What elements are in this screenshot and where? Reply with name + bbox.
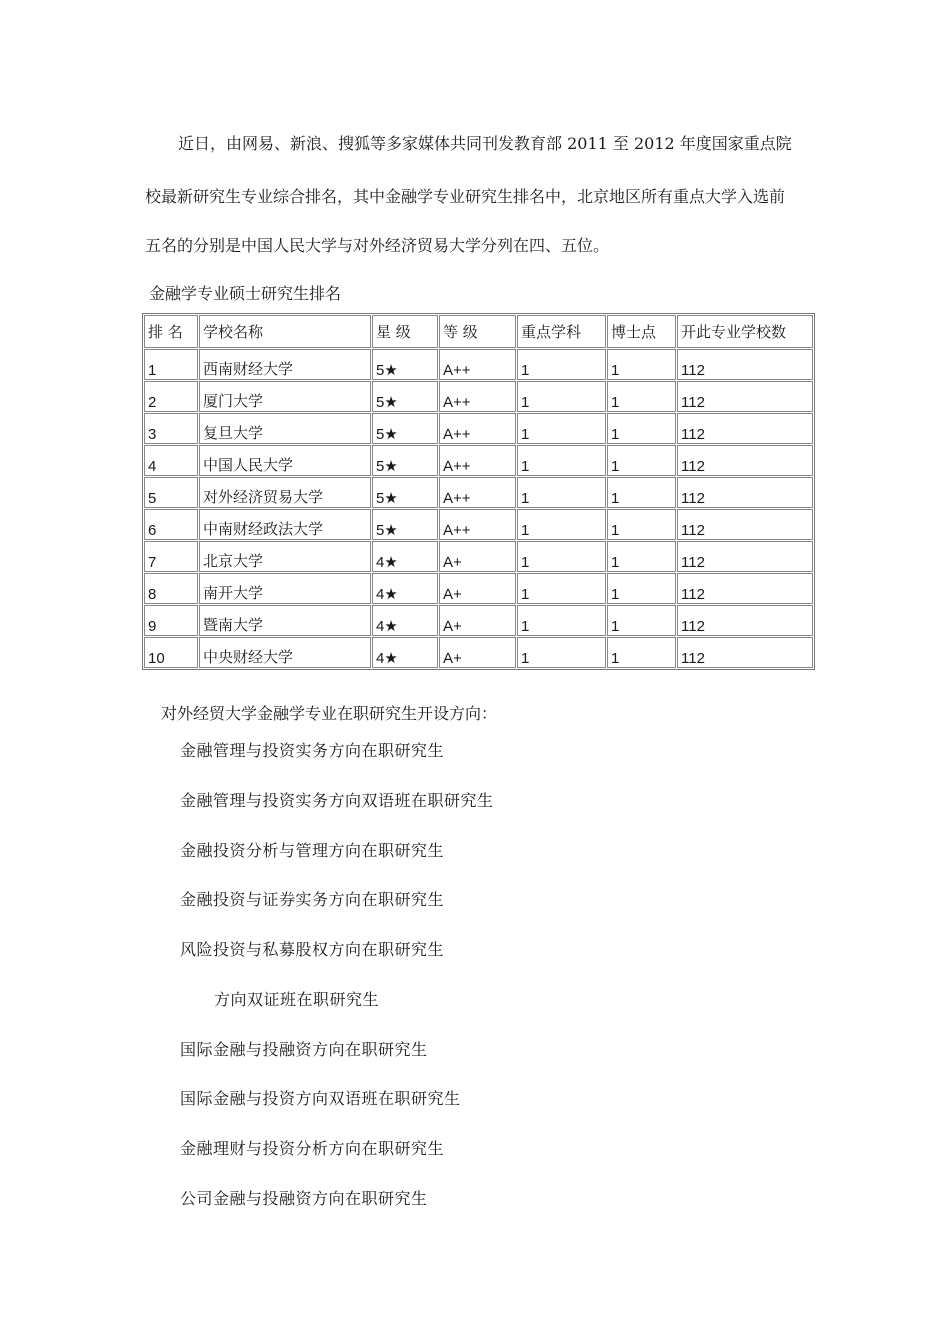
cell-doctoral-program: 1 [607,381,676,412]
cell-stars: 5★ [372,509,438,540]
table-row [144,541,813,572]
cell-stars: 4★ [372,605,438,636]
cell-school: 中国人民大学 [199,445,371,476]
cell-rank: 1 [144,349,198,380]
cell-rank: 9 [144,605,198,636]
cell-doctoral-program: 1 [607,573,676,604]
cell-school-count: 112 [677,381,813,412]
cell-rank: 4 [144,445,198,476]
cell-stars: 5★ [372,349,438,380]
cell-rank: 5 [144,477,198,508]
cell-school: 南开大学 [199,573,371,604]
cell-school-count: 112 [677,605,813,636]
intro-line-3: 五名的分别是中国人民大学与对外经济贸易大学分列在四、五位。 [145,236,610,255]
cell-grade: A++ [439,381,516,412]
cell-key-discipline: 1 [517,541,606,572]
direction-item: 金融投资与证券实务方向在职研究生 [180,890,445,909]
cell-school: 厦门大学 [199,381,371,412]
header-school-count: 开此专业学校数 [677,315,813,348]
cell-grade: A++ [439,349,516,380]
cell-school: 对外经济贸易大学 [199,477,371,508]
table-row [144,509,813,540]
direction-item: 风险投资与私募股权方向在职研究生 [180,940,445,959]
cell-grade: A+ [439,605,516,636]
cell-stars: 5★ [372,445,438,476]
cell-school: 西南财经大学 [199,349,371,380]
cell-rank: 10 [144,637,198,668]
cell-school-count: 112 [677,509,813,540]
direction-item: 金融管理与投资实务方向在职研究生 [180,741,445,760]
cell-rank: 8 [144,573,198,604]
cell-school-count: 112 [677,637,813,668]
cell-key-discipline: 1 [517,349,606,380]
cell-school: 中央财经大学 [199,637,371,668]
cell-stars: 5★ [372,413,438,444]
cell-school: 暨南大学 [199,605,371,636]
cell-grade: A++ [439,509,516,540]
cell-key-discipline: 1 [517,509,606,540]
directions-title: 对外经贸大学金融学专业在职研究生开设方向： [161,704,498,723]
cell-doctoral-program: 1 [607,637,676,668]
table-header-row [144,315,813,348]
cell-doctoral-program: 1 [607,605,676,636]
cell-school-count: 112 [677,477,813,508]
header-doctoral-program: 博士点 [607,315,676,348]
cell-school: 中南财经政法大学 [199,509,371,540]
table-row [144,477,813,508]
direction-item: 金融投资分析与管理方向在职研究生 [180,841,445,860]
intro-line-2: 校最新研究生专业综合排名，其中金融学专业研究生排名中，北京地区所有重点大学入选前 [145,187,786,206]
table-row [144,413,813,444]
cell-key-discipline: 1 [517,477,606,508]
cell-grade: A+ [439,637,516,668]
cell-rank: 3 [144,413,198,444]
table-row [144,573,813,604]
table-row [144,381,813,412]
cell-grade: A++ [439,445,516,476]
cell-key-discipline: 1 [517,573,606,604]
cell-school-count: 112 [677,413,813,444]
intro-line-1: 近日，由网易、新浪、搜狐等多家媒体共同刊发教育部 2011 至 2012 年度国家重点院 [178,134,792,153]
cell-school: 复旦大学 [199,413,371,444]
direction-item: 金融管理与投资实务方向双语班在职研究生 [180,791,494,810]
cell-rank: 2 [144,381,198,412]
cell-doctoral-program: 1 [607,349,676,380]
table-row [144,349,813,380]
cell-key-discipline: 1 [517,413,606,444]
cell-doctoral-program: 1 [607,445,676,476]
cell-school: 北京大学 [199,541,371,572]
cell-school-count: 112 [677,445,813,476]
cell-key-discipline: 1 [517,381,606,412]
table-row [144,637,813,668]
cell-stars: 5★ [372,477,438,508]
header-school: 学校名称 [199,315,371,348]
cell-grade: A+ [439,541,516,572]
header-rank: 排 名 [144,315,198,348]
direction-item: 金融理财与投资分析方向在职研究生 [180,1139,445,1158]
cell-doctoral-program: 1 [607,477,676,508]
direction-item: 国际金融与投融资方向在职研究生 [180,1040,428,1059]
cell-stars: 4★ [372,573,438,604]
table-row [144,445,813,476]
direction-item: 国际金融与投资方向双语班在职研究生 [180,1089,461,1108]
cell-school-count: 112 [677,573,813,604]
cell-key-discipline: 1 [517,445,606,476]
cell-doctoral-program: 1 [607,413,676,444]
cell-stars: 4★ [372,637,438,668]
cell-school-count: 112 [677,349,813,380]
cell-stars: 5★ [372,381,438,412]
table-caption: 金融学专业硕士研究生排名 [149,284,342,303]
header-stars: 星 级 [372,315,438,348]
direction-item: 公司金融与投融资方向在职研究生 [180,1189,428,1208]
header-grade: 等 级 [439,315,516,348]
cell-grade: A++ [439,477,516,508]
cell-stars: 4★ [372,541,438,572]
cell-grade: A+ [439,573,516,604]
cell-doctoral-program: 1 [607,541,676,572]
cell-rank: 6 [144,509,198,540]
ranking-table [142,313,815,670]
cell-doctoral-program: 1 [607,509,676,540]
cell-school-count: 112 [677,541,813,572]
table-row [144,605,813,636]
cell-rank: 7 [144,541,198,572]
header-key-discipline: 重点学科 [517,315,606,348]
cell-key-discipline: 1 [517,605,606,636]
cell-key-discipline: 1 [517,637,606,668]
cell-grade: A++ [439,413,516,444]
direction-item: 方向双证班在职研究生 [214,990,380,1009]
